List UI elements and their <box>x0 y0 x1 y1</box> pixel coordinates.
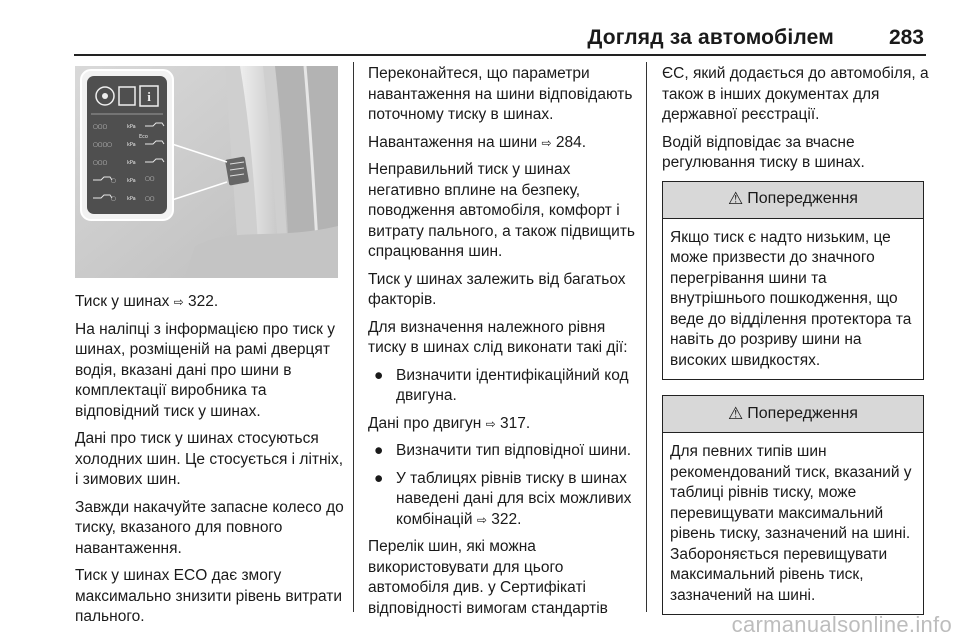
warning-text: Якщо тиск є надто низьким, це може призвести до значного перегрівання шини та внутрішнього пошкодження, що веде до відділення протектора та навіть до розриву шини на високих швидкостях. <box>670 228 912 369</box>
watermark: carmanualsonline.info <box>731 612 952 637</box>
page-reference[interactable]: 322. <box>491 510 522 528</box>
page-reference[interactable]: 284. <box>555 133 587 151</box>
page-header <box>0 0 960 60</box>
warning-title: Попередження <box>747 404 858 422</box>
paragraph: ЄС, який додається до автомобіля, а також в інших документах для державної реєстрації. <box>662 65 929 123</box>
svg-text:Eco: Eco <box>139 134 148 140</box>
svg-text:▢: ▢ <box>111 196 116 202</box>
svg-text:kPa: kPa <box>127 142 136 148</box>
paragraph: Для визначення належного рівня тиску в шинах слід виконати такі дії: <box>368 318 628 356</box>
page-title: Догляд за автомобілем <box>587 26 834 49</box>
page-number: 283 <box>888 26 924 49</box>
list-item-detail: Дані про двигун ⇨ 317. <box>368 414 531 432</box>
svg-text:▢▢▢: ▢▢▢ <box>93 160 108 166</box>
warning-box <box>662 181 924 381</box>
warning-triangle-icon: ⚠ <box>728 403 744 424</box>
bullet-icon: ● <box>374 469 384 487</box>
column-2 <box>368 64 638 626</box>
reference-arrow-icon[interactable]: ⇨ <box>541 135 552 150</box>
warning-box <box>662 395 924 615</box>
svg-text:▢▢: ▢▢ <box>145 176 155 182</box>
tire-pressure-label-figure <box>75 66 338 278</box>
svg-text:▢▢▢▢: ▢▢▢▢ <box>93 142 112 148</box>
page-reference[interactable]: 322. <box>188 293 219 310</box>
reference-arrow-icon[interactable]: ⇨ <box>485 416 496 431</box>
paragraph: Тиск у шинах залежить від багатьох факторів. <box>368 270 626 308</box>
reference-arrow-icon[interactable]: ⇨ <box>173 295 184 309</box>
warning-text: Для певних типів шин рекомендований тиск, вказаний у таблиці рівнів тиску, може перевищувати максимальний рівень тиску, зазначений на шині. Забороняється перевищувати максимальний рівень тиск, зазначений на шині. <box>670 443 912 604</box>
reference-arrow-icon[interactable]: ⇨ <box>476 512 487 527</box>
paragraph: Дані про тиск у шинах стосуються холодних шин. Це стосується і літніх, і зимових шин. <box>75 430 344 488</box>
warning-header <box>663 182 923 219</box>
paragraph: Водій відповідає за вчасне регулювання тиску в шинах. <box>662 133 865 171</box>
warning-title: Попередження <box>747 190 858 208</box>
column-divider-2 <box>646 62 647 612</box>
warning-triangle-icon: ⚠ <box>728 189 744 210</box>
svg-text:▢: ▢ <box>111 178 116 184</box>
paragraph: Перелік шин, які можна використовувати для цього автомобіля див. у Сертифікаті відповідності вимогам стандартів <box>368 538 608 617</box>
bullet-icon: ● <box>374 366 384 384</box>
paragraph: Переконайтеся, що параметри навантаження на шини відповідають поточному тиску в шинах. <box>368 65 633 123</box>
door-frame-illustration <box>75 66 338 278</box>
header-divider <box>74 54 926 56</box>
bullet-icon: ● <box>374 442 384 459</box>
page-reference[interactable]: 317. <box>499 414 531 432</box>
column-divider-1 <box>353 62 354 612</box>
paragraph: Неправильний тиск у шинах негативно вплине на безпеку, поводження автомобіля, комфорт і витрату пального, а також підвищить спрацювання шин. <box>368 161 635 260</box>
column-1 <box>75 292 345 635</box>
svg-text:kPa: kPa <box>127 196 136 202</box>
list-item: ● Визначити ідентифікаційний код двигуна. <box>368 366 638 407</box>
svg-text:kPa: kPa <box>127 178 136 184</box>
warning-header <box>663 396 923 433</box>
paragraph: Тиск у шинах ECO дає змогу максимально знизити рівень витрати пального. <box>75 567 343 625</box>
paragraph: Тиск у шинах ⇨ 322. <box>75 293 219 310</box>
svg-text:i: i <box>147 89 151 104</box>
svg-text:▢▢: ▢▢ <box>145 196 155 202</box>
paragraph: Навантаження на шини ⇨ 284. <box>368 133 587 151</box>
list-item: ● Визначити тип відповідної шини. <box>368 441 638 462</box>
paragraph: На наліпці з інформацією про тиск у шинах, розміщеній на рамі дверцят водія, вказані дані про шини в комплектації виробника та відповідний тиск у шинах. <box>75 320 335 420</box>
list-item: ● У таблицях рівнів тиску в шинах наведені дані для всіх можливих комбінацій ⇨ 322. <box>368 469 638 531</box>
svg-text:kPa: kPa <box>127 160 136 166</box>
svg-text:▢▢▢: ▢▢▢ <box>93 124 108 130</box>
paragraph: Завжди накачуйте запасне колесо до тиску, вказаного для повного навантаження. <box>75 498 344 557</box>
svg-text:kPa: kPa <box>127 124 136 130</box>
column-3 <box>662 64 932 615</box>
